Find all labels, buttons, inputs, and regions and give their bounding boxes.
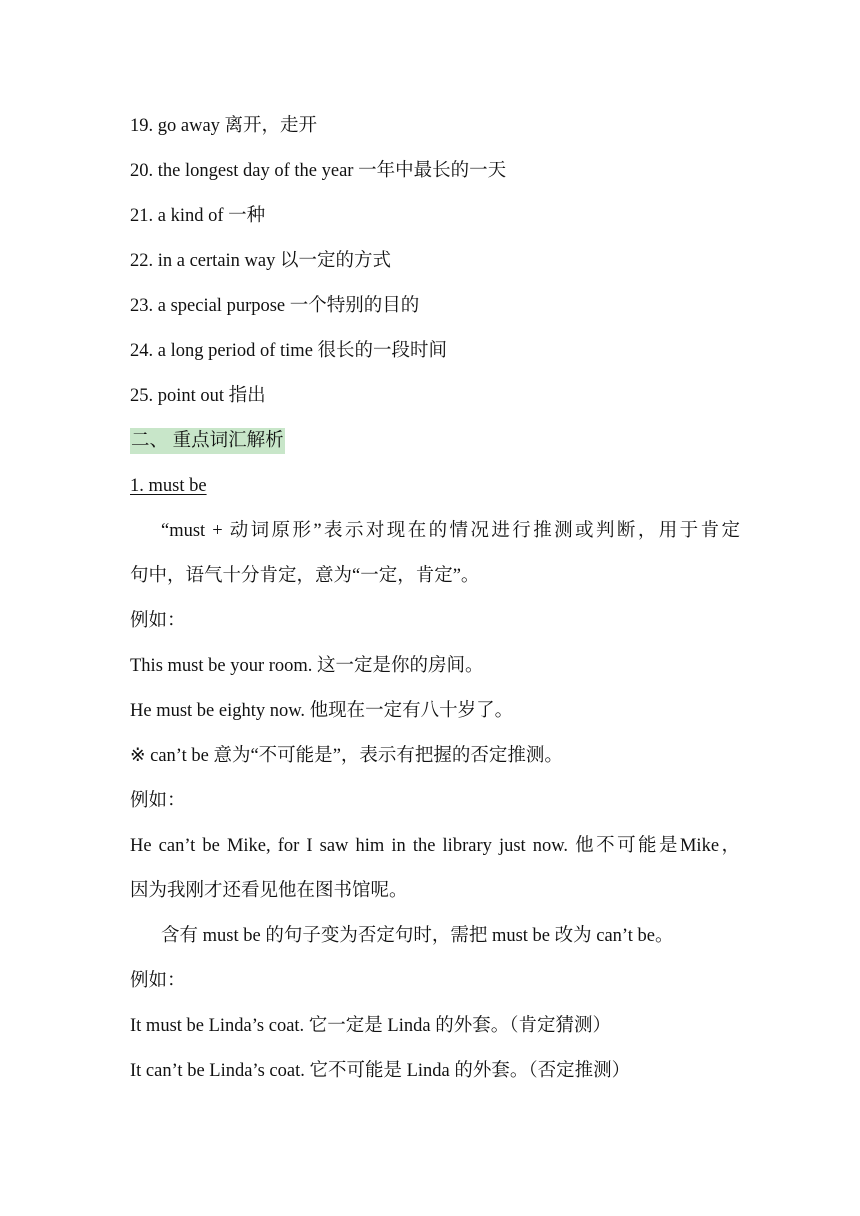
phrase-item: 19. go away 离开，走开 <box>130 116 318 136</box>
phrase-item: 21. a kind of 一种 <box>130 206 266 226</box>
example-label: 例如： <box>130 611 186 631</box>
rule-line: 含有 must be 的句子变为否定句时，需把 must be 改为 can’t be。 <box>161 926 674 946</box>
section-heading-row <box>130 419 740 464</box>
example-label: 例如： <box>130 791 186 811</box>
example-label: 例如： <box>130 971 186 991</box>
subsection-row <box>130 464 740 509</box>
example-sentence: 因为我刚才还看见他在图书馆呢。 <box>130 881 408 901</box>
example-sentence: It can’t be Linda’s coat. 它不可能是 Linda 的外套。（否定推测） <box>130 1061 631 1081</box>
example-sentence: This must be your room. 这一定是你的房间。 <box>130 656 484 676</box>
explanation-line: 句中，语气十分肯定，意为“一定，肯定”。 <box>130 566 480 586</box>
phrase-item: 23. a special purpose 一个特别的目的 <box>130 296 420 316</box>
example-sentence: He must be eighty now. 他现在一定有八十岁了。 <box>130 701 514 721</box>
example-sentence: It must be Linda’s coat. 它一定是 Linda 的外套。（肯定猜测） <box>130 1016 611 1036</box>
phrase-item: 25. point out 指出 <box>130 386 266 406</box>
explanation-line: “must + 动词原形”表示对现在的情况进行推测或判断，用于肯定 <box>161 521 740 541</box>
example-sentence: He can’t be Mike, for I saw him in the library just now. 他不可能是Mike， <box>130 836 740 856</box>
phrase-item: 24. a long period of time 很长的一段时间 <box>130 341 448 361</box>
phrase-item: 20. the longest day of the year 一年中最长的一天 <box>130 161 507 181</box>
document-page <box>130 104 740 1094</box>
subsection-title: 1. must be <box>130 476 207 496</box>
note-line: ※ can’t be 意为“不可能是”，表示有把握的否定推测。 <box>130 746 563 766</box>
phrase-item: 22. in a certain way 以一定的方式 <box>130 251 391 271</box>
section-heading: 二、 重点词汇解析 <box>130 428 285 454</box>
